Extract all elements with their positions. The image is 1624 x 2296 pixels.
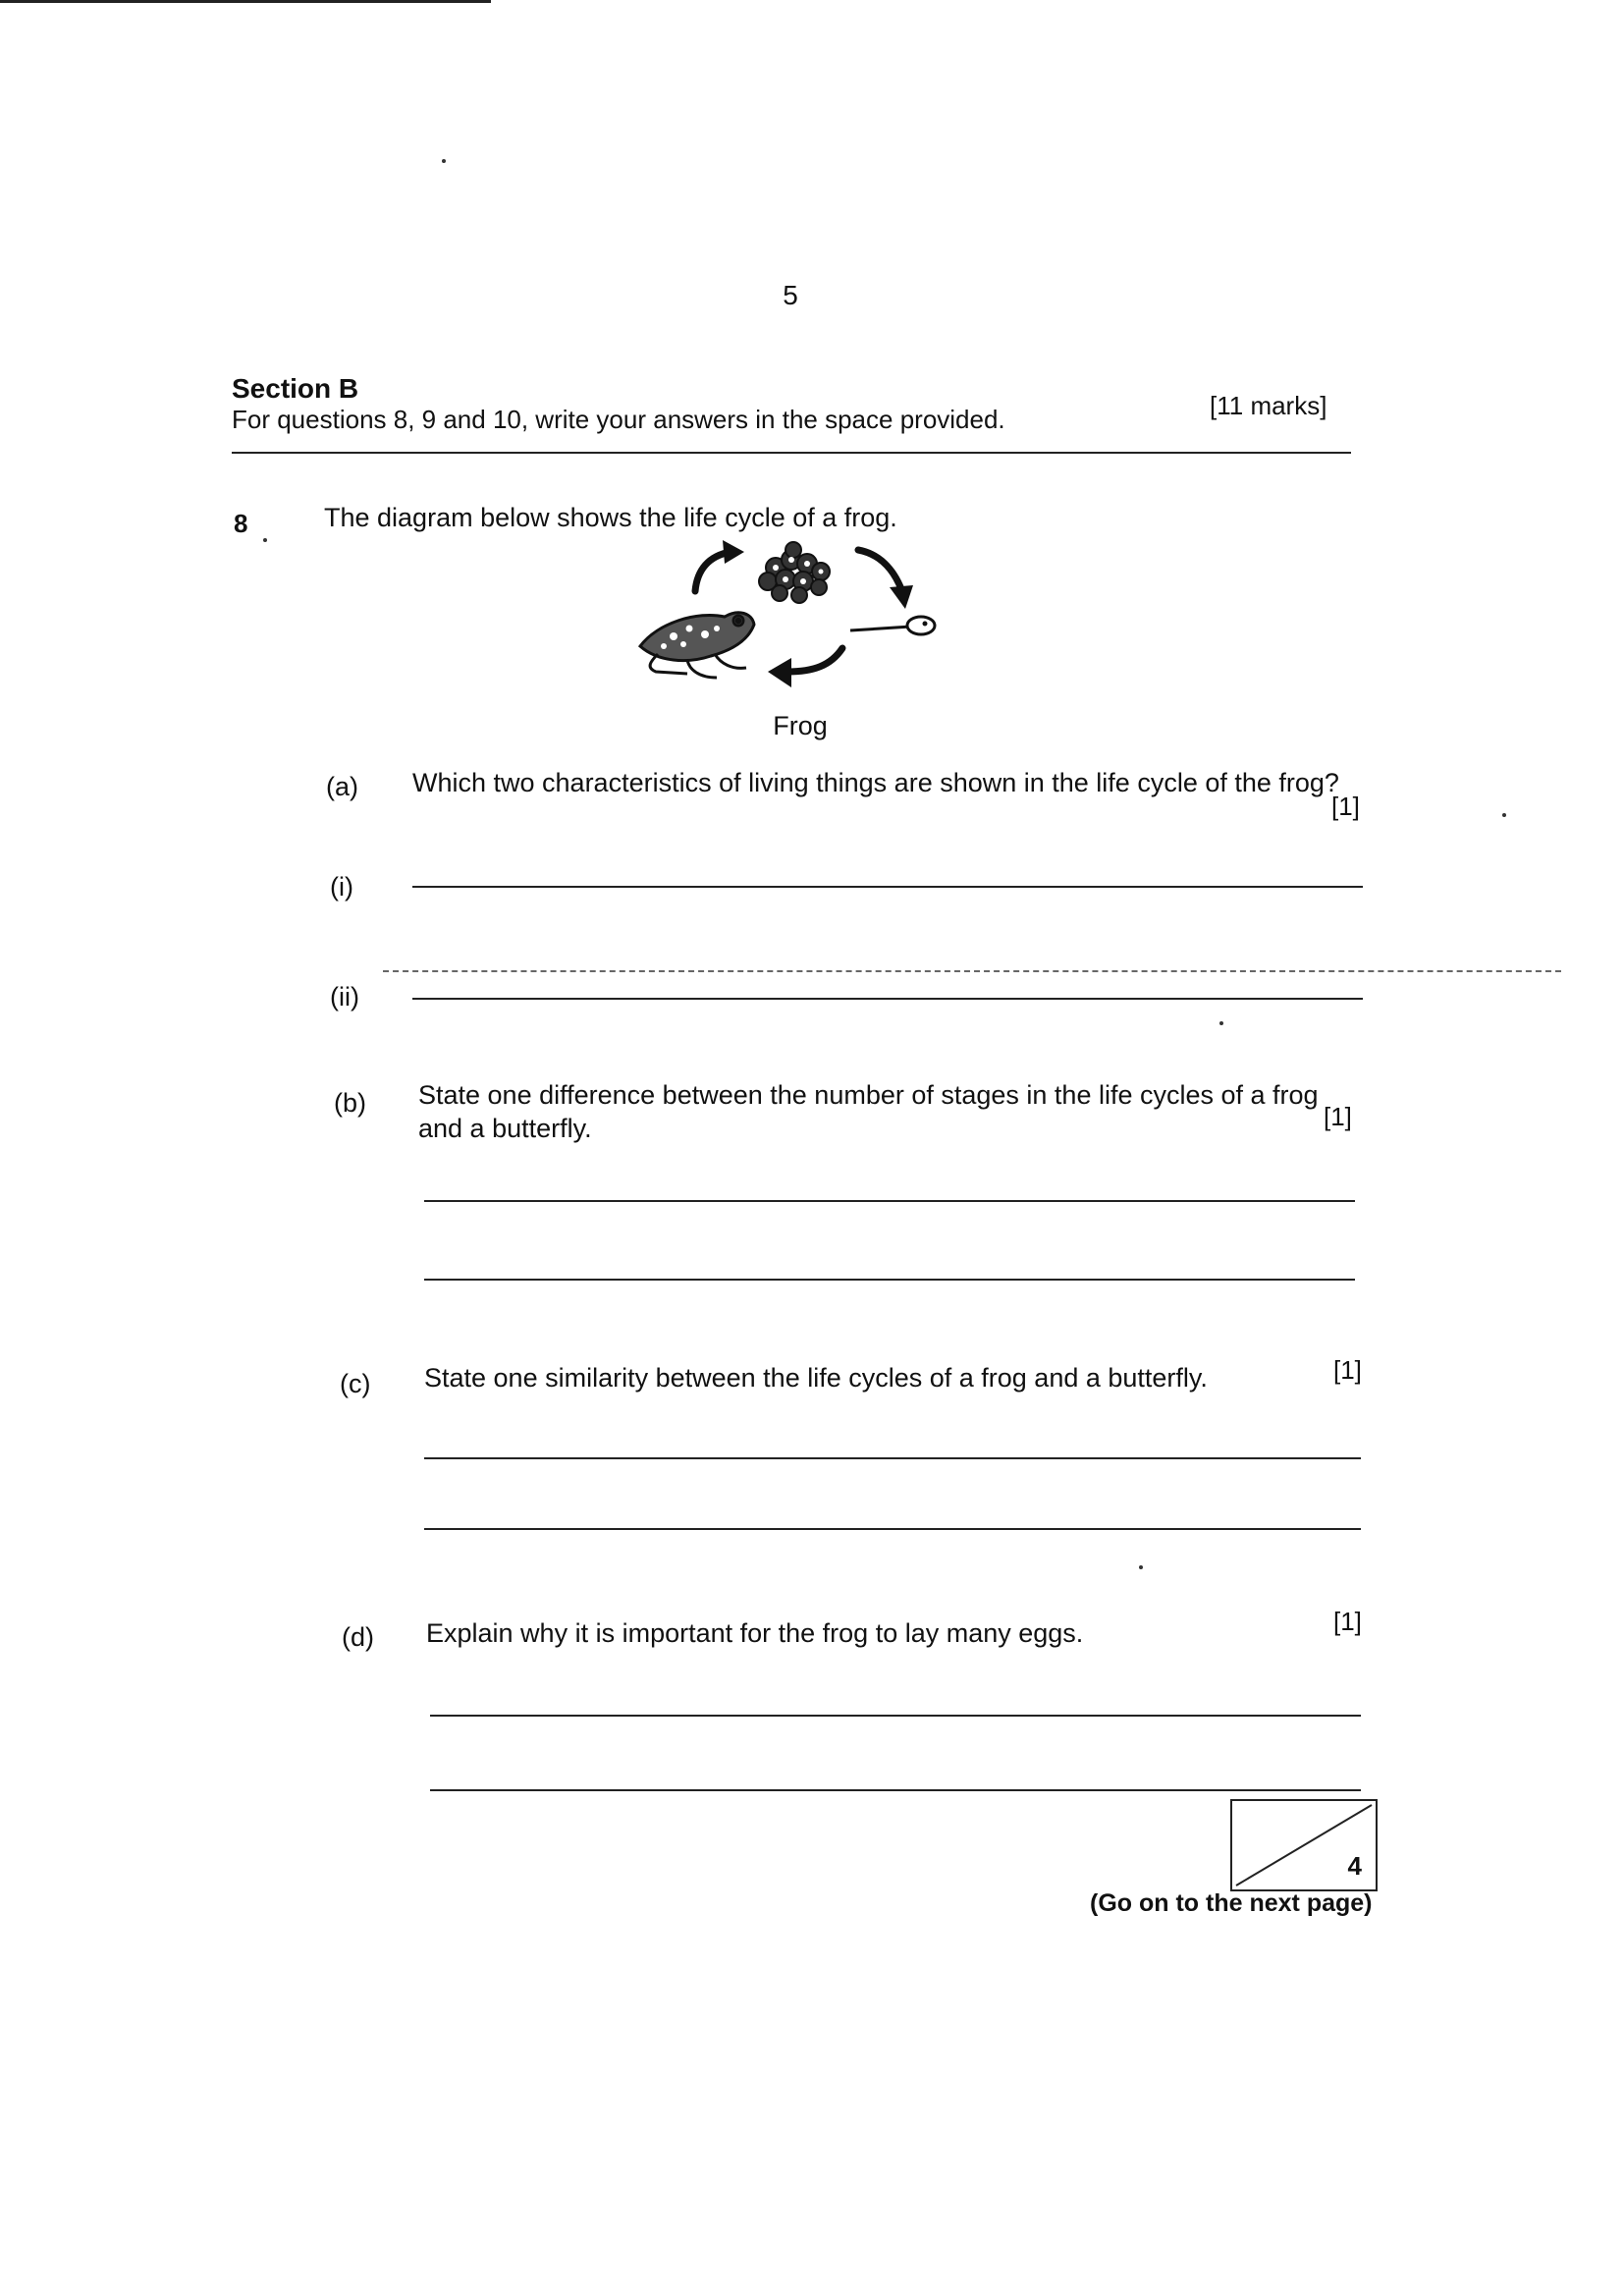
page-number: 5 — [783, 280, 798, 310]
answer-line-a-i[interactable] — [412, 886, 1363, 888]
footer-next-page: (Go on to the next page) — [1090, 1889, 1373, 1917]
top-edge-rule — [0, 0, 491, 3]
mark-box — [1230, 1799, 1378, 1891]
scan-speck — [442, 159, 446, 163]
part-a-i-label: (i) — [330, 872, 353, 902]
part-a-ii-label: (ii) — [330, 982, 359, 1011]
part-c-question: State one similarity between the life cycles of a frog and a butterfly. — [424, 1363, 1208, 1393]
part-d-question: Explain why it is important for the frog to lay many eggs. — [426, 1618, 1084, 1648]
scan-speck — [1502, 813, 1506, 817]
part-a-question: Which two characteristics of living things are shown in the life cycle of the frog? — [412, 768, 1339, 797]
part-c-label: (c) — [340, 1369, 371, 1398]
answer-line-a-ii[interactable] — [412, 998, 1363, 1000]
answer-line-d-1[interactable] — [430, 1715, 1361, 1717]
arrow-tadpole-to-frog — [768, 648, 842, 687]
section-total-marks: [11 marks] — [1210, 391, 1327, 420]
question-stem: The diagram below shows the life cycle of a frog. — [324, 503, 897, 532]
adult-frog — [640, 613, 754, 678]
arrow-frog-to-eggs — [695, 540, 744, 591]
answer-line-c-1[interactable] — [424, 1457, 1361, 1459]
section-instruction: For questions 8, 9 and 10, write your answers in the space provided. — [232, 405, 1005, 434]
part-b-question: State one difference between the number of stages in the life cycles of a frog and a butterfly. — [418, 1080, 1319, 1143]
part-b-marks: [1] — [1324, 1102, 1352, 1131]
answer-line-d-2[interactable] — [430, 1789, 1361, 1791]
scan-speck — [263, 538, 267, 542]
scan-speck — [1219, 1021, 1223, 1025]
part-d-label: (d) — [342, 1622, 374, 1652]
answer-line-b-2[interactable] — [424, 1279, 1355, 1281]
scan-speck — [1139, 1565, 1143, 1569]
mark-box-total: 4 — [1347, 1851, 1362, 1881]
part-a-marks: [1] — [1331, 792, 1360, 821]
faint-dashed-rule — [383, 970, 1561, 972]
part-b-label: (b) — [334, 1088, 366, 1118]
question-number: 8 — [234, 509, 248, 538]
diagram-caption: Frog — [773, 711, 828, 740]
part-c-marks: [1] — [1333, 1355, 1362, 1385]
part-a-label: (a) — [326, 772, 358, 801]
frog-life-cycle-diagram — [628, 530, 962, 707]
section-title: Section B — [232, 373, 359, 404]
part-d-marks: [1] — [1333, 1607, 1362, 1636]
answer-line-c-2[interactable] — [424, 1528, 1361, 1530]
tadpole — [850, 617, 935, 634]
arrow-eggs-to-tadpole — [858, 550, 913, 609]
answer-line-b-1[interactable] — [424, 1200, 1355, 1202]
section-divider — [232, 452, 1351, 454]
